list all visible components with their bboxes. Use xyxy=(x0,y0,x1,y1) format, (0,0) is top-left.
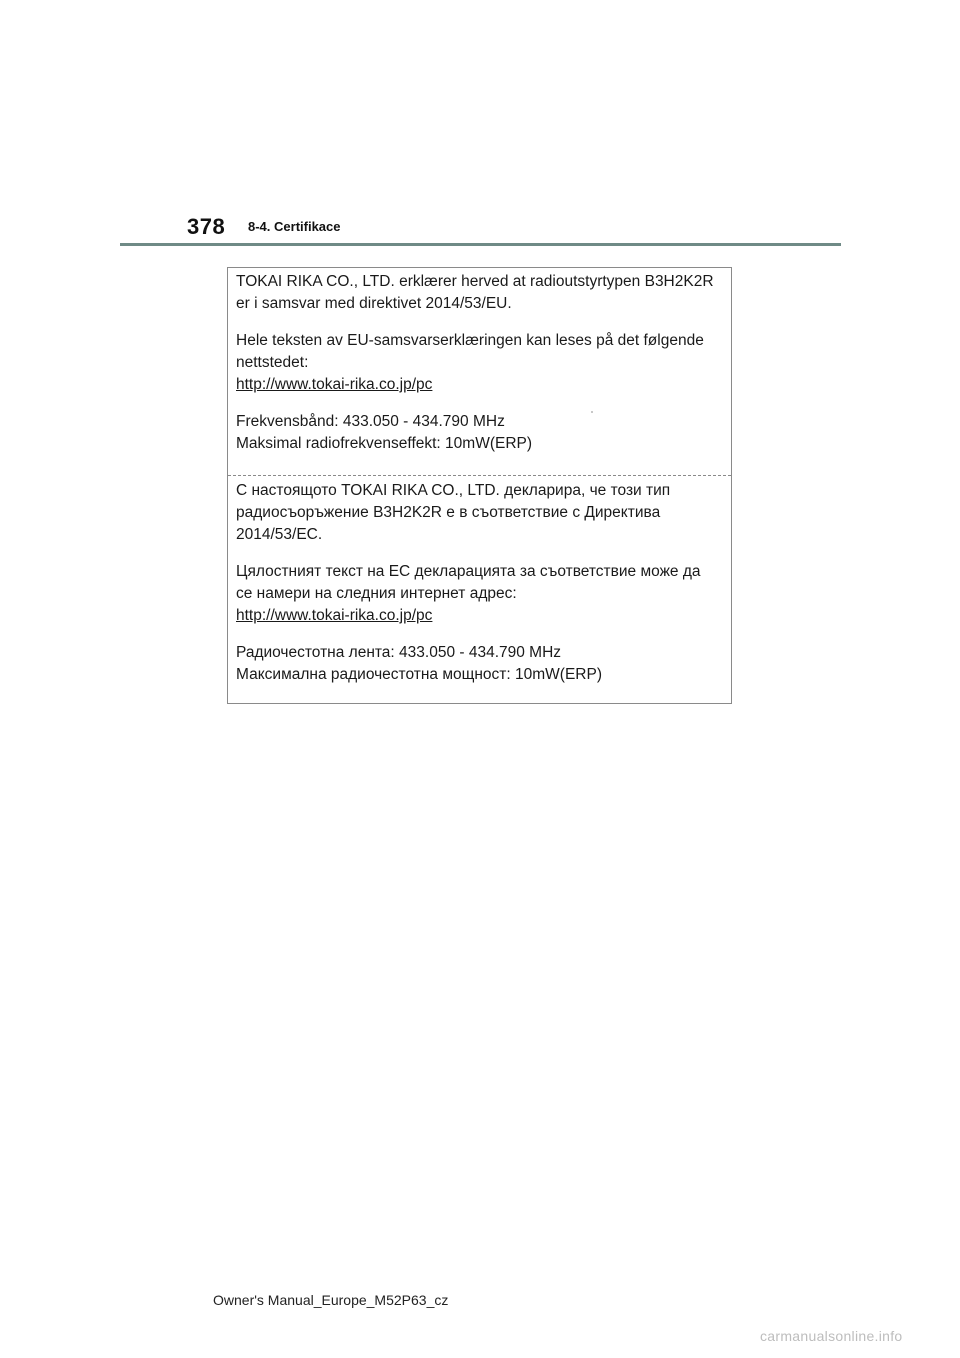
norwegian-doc-link[interactable]: http://www.tokai-rika.co.jp/pc xyxy=(236,376,433,393)
spacer xyxy=(236,546,725,561)
spacer xyxy=(236,627,725,642)
spacer xyxy=(236,315,725,330)
norwegian-declaration-line-1: TOKAI RIKA CO., LTD. erklærer herved at radioutstyrtypen B3H2K2R xyxy=(236,273,714,290)
norwegian-declaration-line-2: er i samsvar med direktivet 2014/53/EU. xyxy=(236,295,512,312)
bulgarian-declaration-line-3: 2014/53/ЕС. xyxy=(236,526,323,543)
bulgarian-fulltext-line-2: се намери на следния интернет адрес: xyxy=(236,585,517,602)
page-number: 378 xyxy=(187,214,226,239)
block-divider xyxy=(228,475,731,476)
manual-footer: Owner's Manual_Europe_M52P63_cz xyxy=(213,1292,449,1308)
certification-box xyxy=(227,267,732,704)
norwegian-frequency-band: Frekvensbånd: 433.050 - 434.790 MHz xyxy=(236,413,505,430)
bulgarian-declaration-block xyxy=(228,477,733,704)
header-divider xyxy=(120,243,841,246)
bulgarian-declaration-line-1: С настоящото TOKAI RIKA CO., LTD. декларира, че този тип xyxy=(236,482,671,499)
norwegian-fulltext-line-1: Hele teksten av EU-samsvarserklæringen kan leses på det følgende xyxy=(236,332,704,349)
page-header xyxy=(0,0,960,250)
bulgarian-declaration-line-2: радиосъоръжение B3H2K2R е в съответствие с Директива xyxy=(236,504,661,521)
norwegian-fulltext-line-2: nettstedet: xyxy=(236,354,309,371)
norwegian-max-power: Maksimal radiofrekvenseffekt: 10mW(ERP) xyxy=(236,435,533,452)
bulgarian-max-power: Максимална радиочестотна мощност: 10mW(ERP) xyxy=(236,666,602,683)
scan-speck xyxy=(591,411,593,413)
site-watermark: carmanualsonline.info xyxy=(760,1328,903,1344)
bulgarian-frequency-band: Радиочестотна лента: 433.050 - 434.790 MHz xyxy=(236,644,562,661)
bulgarian-doc-link[interactable]: http://www.tokai-rika.co.jp/pc xyxy=(236,607,433,624)
bulgarian-fulltext-line-1: Цялостният текст на ЕС декларацията за съответствие може да xyxy=(236,563,701,580)
section-title: 8-4. Certifikace xyxy=(248,219,341,234)
norwegian-declaration-block xyxy=(228,268,733,476)
spacer xyxy=(236,396,725,411)
